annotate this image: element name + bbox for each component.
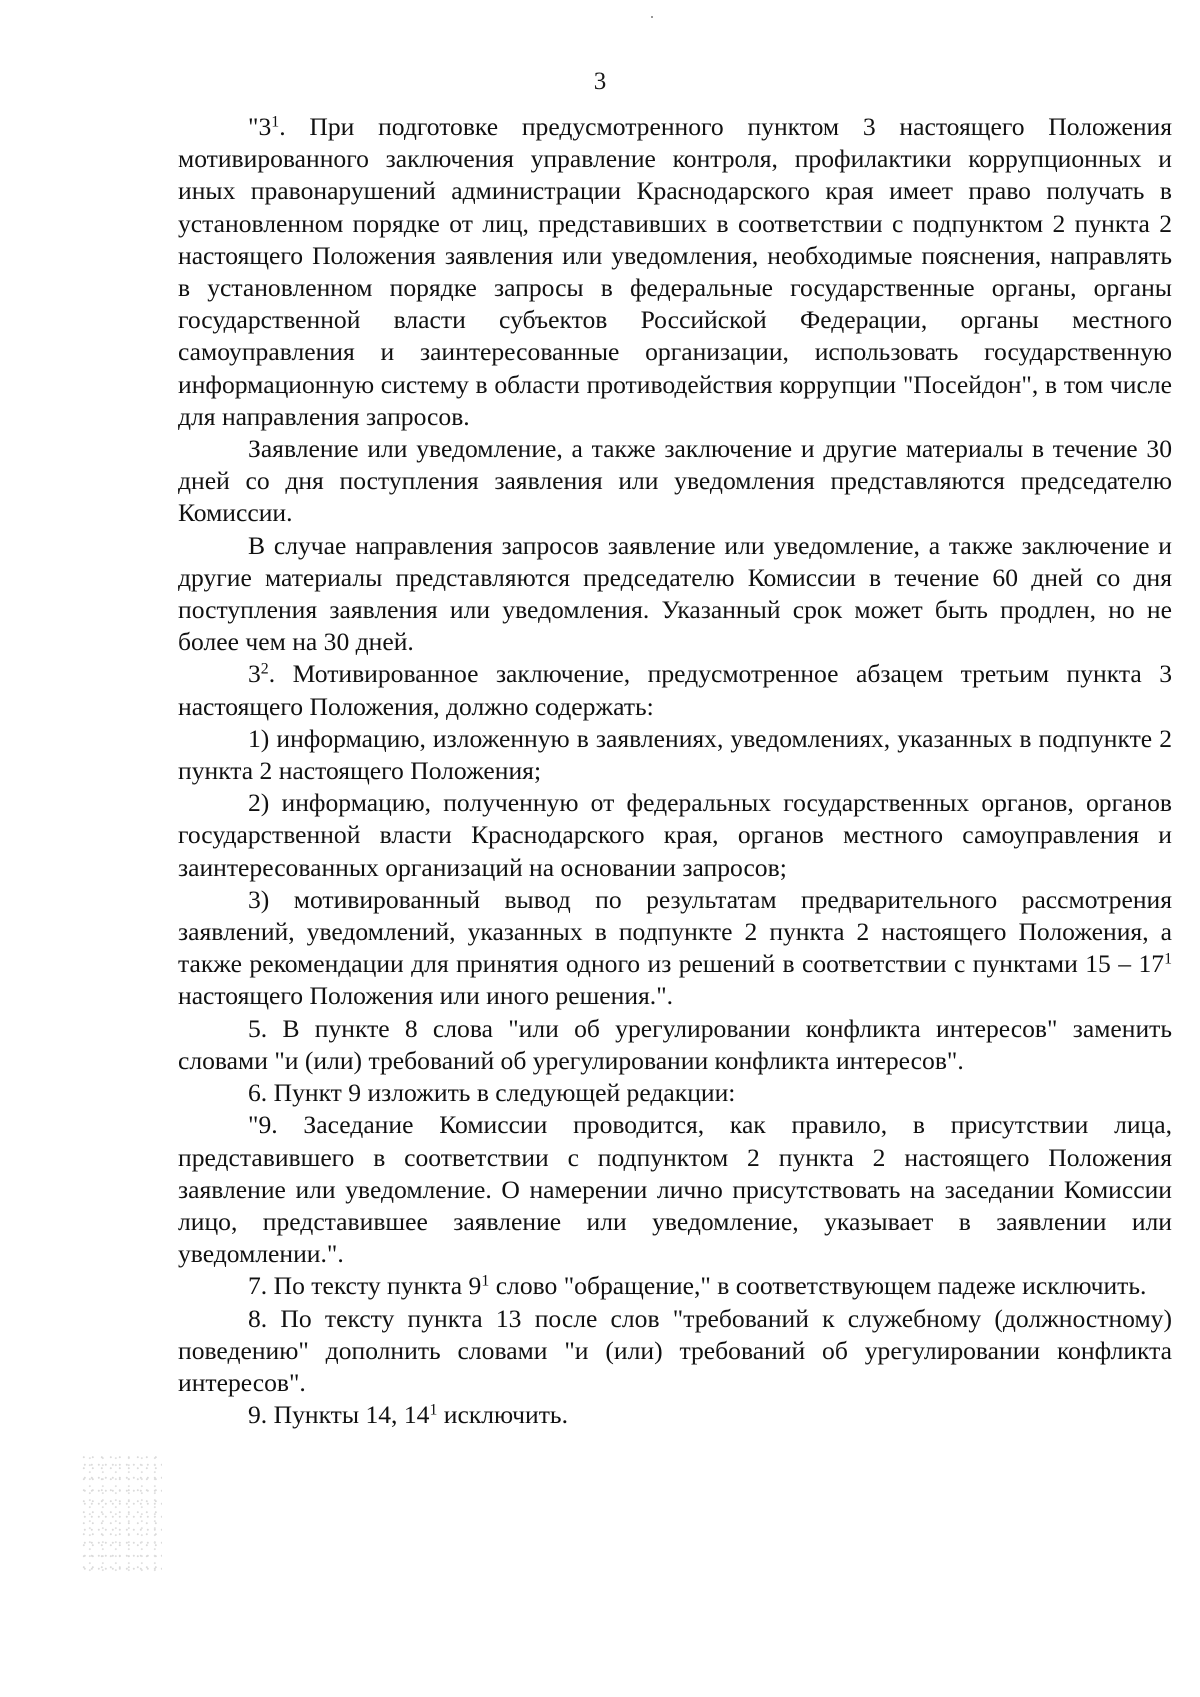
superscript: 1	[1164, 950, 1172, 968]
paragraph-deadline-30-days: Заявление или уведомление, а также заключение и другие материалы в течение 30 дней со дня поступления заявления или уведомления представляются председателю Комиссии.	[178, 434, 1172, 528]
paragraph-item-9: 9. Пункты 14, $14^1$ исключить.	[248, 1400, 569, 1430]
list-item-2: 2) информацию, полученную от федеральных государственных органов, органов государственной власти Краснодарского края, органов местного самоуправления и заинтересованных организаций на основании запросов;	[178, 788, 1172, 882]
scan-artifact-speckle	[82, 1455, 162, 1575]
scan-artifact-dot	[651, 16, 653, 18]
superscript: 1	[429, 1401, 438, 1419]
page-number: 3	[593, 68, 607, 95]
paragraph-3-2: $3^2$. Мотивированное заключение, предусмотренное абзацем третьим пункта 3 настоящего Положения, должно содержать:	[178, 659, 1172, 721]
paragraph-3-1: "$3^1$. При подготовке предусмотренного пунктом 3 настоящего Положения мотивированного заключения управление контроля, профилактики коррупционных и иных правонарушений администрации Краснодарского края имеет право получать в установленном порядке от лиц, представивших в соответствии с подпунктом 2 пункта 2 настоящего Положения заявления или уведомления, необходимые пояснения, направлять в установленном порядке запросы в федеральные государственные органы, органы государственной власти субъектов Российской Федерации, органы местного самоуправления и заинтересованные организации, использовать государственную информационную систему в области противодействия коррупции "Посейдон", в том числе для направления запросов.	[178, 112, 1172, 431]
paragraph-item-6: 6. Пункт 9 изложить в следующей редакции:	[248, 1078, 736, 1108]
superscript: 1	[481, 1272, 490, 1290]
list-item-3: 3) мотивированный вывод по результатам предварительного рассмотрения заявлений, уведомлений, указанных в подпункте 2 пункта 2 настоящего Положения, а также рекомендации для принятия одного из решений в соответствии с пунктами $15 - 17^1$ настоящего Положения или иного решения.".	[178, 884, 1172, 1011]
paragraph-deadline-60-days: В случае направления запросов заявление или уведомление, а также заключение и другие материалы представляются председателю Комиссии в течение 60 дней со дня поступления заявления или уведомления. Указанный срок может быть продлен, но не более чем на 30 дней.	[178, 530, 1172, 657]
paragraph-item-8: 8. По тексту пункта 13 после слов "требований к служебному (должностному) поведению" дополнить словами "и (или) требований об урегулировании конфликта интересов".	[178, 1303, 1172, 1397]
superscript: 1	[271, 113, 280, 131]
paragraph-item-5: 5. В пункте 8 слова "или об урегулировании конфликта интересов" заменить словами "и (или) требований об урегулировании конфликта интересов".	[178, 1013, 1172, 1075]
superscript: 2	[260, 660, 269, 678]
document-body	[178, 111, 1172, 1431]
paragraph-item-7: 7. По тексту пункта $9^1$ слово "обращение," в соответствующем падеже исключить.	[248, 1271, 1147, 1301]
paragraph-item-9-text: "9. Заседание Комиссии проводится, как правило, в присутствии лица, представившего в соответствии с подпунктом 2 пункта 2 настоящего Положения заявление или уведомление. О намерении лично присутствовать на заседании Комиссии лицо, представившее заявление или уведомление, указывает в заявлении или уведомлении.".	[178, 1110, 1172, 1269]
list-item-1: 1) информацию, изложенную в заявлениях, уведомлениях, указанных в подпункте 2 пункта 2 настоящего Положения;	[178, 723, 1172, 786]
